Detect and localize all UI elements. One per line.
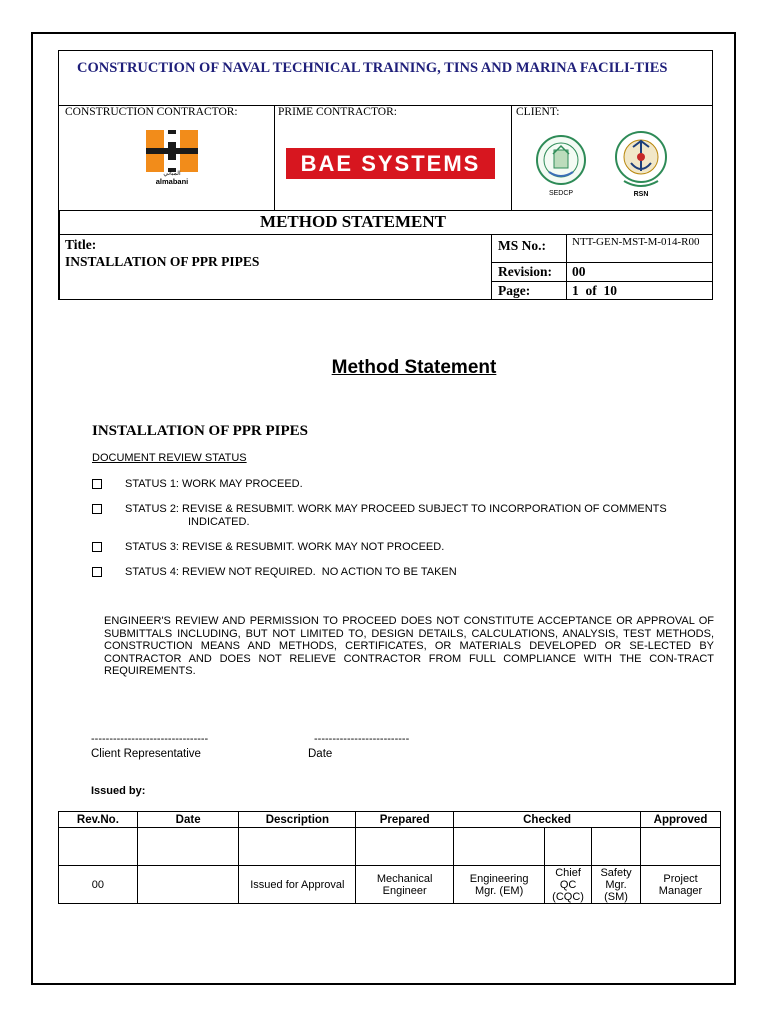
status-text: STATUS 2: REVISE & RESUBMIT. WORK MAY PROCEED SUBJECT TO INCORPORATION OF COMMENTS <box>125 503 667 515</box>
project-title: CONSTRUCTION OF NAVAL TECHNICAL TRAINING, TINS AND MARINA FACILI-TIES <box>77 60 668 76</box>
cell-date <box>137 866 239 904</box>
rsn-emblem <box>614 127 668 203</box>
table-row-empty <box>59 828 721 866</box>
col-date: Date <box>137 812 239 828</box>
cell-description: Issued for Approval <box>239 866 356 904</box>
cell-prepared: Mechanical Engineer <box>356 866 454 904</box>
almabani-wordmark: almabani <box>155 177 189 186</box>
title-value: INSTALLATION OF PPR PIPES <box>65 254 260 269</box>
bae-systems-logo: BAE SYSTEMS <box>286 148 495 179</box>
subject-heading: INSTALLATION OF PPR PIPES <box>92 423 308 439</box>
status-text-continued: INDICATED. <box>188 516 250 528</box>
parties-divider <box>511 105 512 211</box>
cell-checked-sm: Safety Mgr. (SM) <box>592 866 641 904</box>
sedcp-emblem-icon <box>535 132 587 192</box>
ms-divider <box>491 234 492 300</box>
signature-line-client: -------------------------------- <box>91 733 209 745</box>
issued-by-label: Issued by: <box>91 785 146 797</box>
status-text: STATUS 3: REVISE & RESUBMIT. WORK MAY NOT PROCEED. <box>125 541 445 553</box>
table-header-row <box>59 812 721 828</box>
signature-line-date: -------------------------- <box>314 733 410 745</box>
status-text: STATUS 1: WORK MAY PROCEED. <box>125 478 303 490</box>
prime-contractor-label: PRIME CONTRACTOR: <box>278 106 397 118</box>
sedcp-caption: SEDCP <box>548 190 574 197</box>
ms-no-label: MS No.: <box>498 238 546 253</box>
cell-checked-cqc: Chief QC (CQC) <box>545 866 592 904</box>
cell-checked-em: Engineering Mgr. (EM) <box>454 866 545 904</box>
page-label: Page: <box>498 283 531 298</box>
parties-divider <box>274 105 275 211</box>
ms-divider <box>566 234 567 300</box>
status-text: STATUS 4: REVIEW NOT REQUIRED. NO ACTION TO BE TAKEN <box>125 566 457 578</box>
title-label: Title: <box>65 237 97 252</box>
status-checkbox[interactable] <box>92 479 102 489</box>
disclaimer-paragraph: ENGINEER'S REVIEW AND PERMISSION TO PROCEED DOES NOT CONSTITUTE ACCEPTANCE OR APPROVAL OF SUBMITTALS INCLUDING, BUT NOT LIMITED TO, DESIGN DETAILS, CALCULATIONS, ANALYSIS, TEST METHODS, CONSTRUCTION MEANS AND METHODS, CERTIFICATES, OR MATERIALS DEVELOPED OR SE-LECTED BY CONTRACTOR AND DOES NOT RELIEVE CONTRACTOR FROM FULL COMPLIANCE WITH THE CON-TRACT REQUIREMENTS. <box>104 615 714 677</box>
rsn-caption: RSN <box>633 191 649 198</box>
issue-table <box>58 811 721 904</box>
status-checkbox[interactable] <box>92 542 102 552</box>
revision-value: 00 <box>572 264 586 279</box>
date-label: Date <box>308 748 333 760</box>
rsn-emblem-icon <box>614 127 668 193</box>
col-approved: Approved <box>641 812 721 828</box>
ms-divider <box>491 281 713 282</box>
construction-contractor-label: CONSTRUCTION CONTRACTOR: <box>65 106 238 118</box>
sedcp-emblem <box>535 132 587 202</box>
col-description: Description <box>239 812 356 828</box>
almabani-logo-mark <box>146 130 198 172</box>
main-heading: Method Statement <box>331 357 497 378</box>
revision-label: Revision: <box>498 264 552 279</box>
project-title-box <box>58 50 713 106</box>
method-statement-heading: METHOD STATEMENT <box>260 212 446 231</box>
cell-approved: Project Manager <box>641 866 721 904</box>
col-prepared: Prepared <box>356 812 454 828</box>
review-status-heading: DOCUMENT REVIEW STATUS <box>92 452 247 464</box>
status-checkbox[interactable] <box>92 504 102 514</box>
ms-divider <box>58 234 713 235</box>
client-representative-label: Client Representative <box>91 748 201 760</box>
status-checkbox[interactable] <box>92 567 102 577</box>
ms-no-value: NTT-GEN-MST-M-014-R00 <box>572 236 700 248</box>
table-row <box>59 866 721 904</box>
page-value: 1 of 10 <box>572 283 617 298</box>
ms-divider <box>491 262 713 263</box>
client-label: CLIENT: <box>516 106 560 118</box>
cell-rev-no: 00 <box>59 866 138 904</box>
almabani-logo <box>146 130 198 188</box>
almabani-arabic: المباني <box>163 171 181 177</box>
col-checked: Checked <box>454 812 641 828</box>
col-rev-no: Rev.No. <box>59 812 138 828</box>
